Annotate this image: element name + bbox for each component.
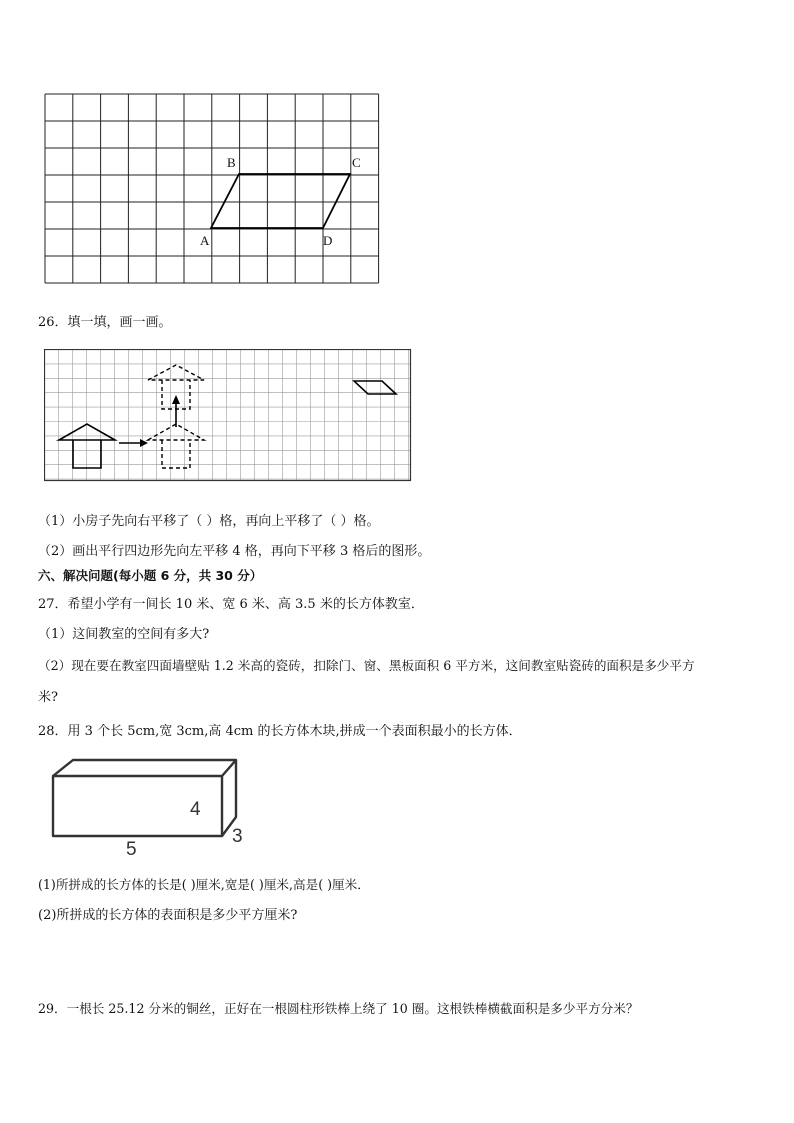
question-28-part-2: (2)所拼成的长方体的表面积是多少平方厘米? bbox=[38, 908, 298, 923]
question-28-title: 28．用 3 个长 5cm,宽 3cm,高 4cm 的长方体木块,拼成一个表面积最小的长方体． bbox=[38, 724, 522, 739]
cuboid-length-label: 5 bbox=[126, 839, 137, 860]
cuboid-width-label: 3 bbox=[232, 826, 243, 847]
small-parallelogram bbox=[354, 381, 396, 394]
fine-grid-lines bbox=[45, 350, 411, 481]
question-28-part-1: (1)所拼成的长方体的长是( )厘米,宽是( )厘米,高是( )厘米． bbox=[38, 877, 370, 892]
house-original bbox=[59, 424, 115, 468]
point-label-a: A bbox=[200, 233, 210, 248]
arrow-up bbox=[172, 395, 180, 427]
question-26-title: 26．填一填，画一画。 bbox=[38, 315, 172, 330]
point-label-b: B bbox=[227, 155, 236, 170]
question-27-part-2-line-2: 米? bbox=[38, 690, 58, 705]
grid-lines bbox=[45, 94, 379, 283]
question-26-part-2: （2）画出平行四边形先向左平移 4 格，再向下平移 3 格后的图形。 bbox=[38, 544, 431, 559]
question-26-part-1: （1）小房子先向右平移了（ ）格，再向上平移了（ ）格。 bbox=[38, 514, 380, 529]
arrow-right bbox=[119, 439, 148, 447]
point-label-c: C bbox=[352, 155, 361, 170]
question-27-part-1: （1）这间教室的空间有多大? bbox=[38, 627, 210, 642]
point-label-d: D bbox=[323, 233, 333, 248]
house-translation-grid-figure bbox=[44, 349, 414, 485]
section-6-heading: 六、解决问题(每小题 6 分，共 30 分） bbox=[38, 568, 263, 583]
parallelogram-grid-figure bbox=[44, 93, 384, 285]
question-29-title: 29．一根长 25.12 分米的铜丝，正好在一根圆柱形铁棒上绕了 10 圈。这根铁棒横截面积是多少平方分米？ bbox=[38, 1001, 639, 1016]
question-27-part-2-line-1: （2）现在要在教室四面墙壁贴 1.2 米高的瓷砖，扣除门、窗、黑板面积 6 平方米，这间教室贴瓷砖的面积是多少平方 bbox=[38, 658, 695, 673]
cuboid-height-label: 4 bbox=[190, 799, 201, 820]
parallelogram-abcd bbox=[211, 174, 350, 228]
cuboid-figure bbox=[46, 755, 256, 860]
question-27-title: 27．希望小学有一间长 10 米、宽 6 米、高 3.5 米的长方体教室． bbox=[38, 597, 424, 612]
